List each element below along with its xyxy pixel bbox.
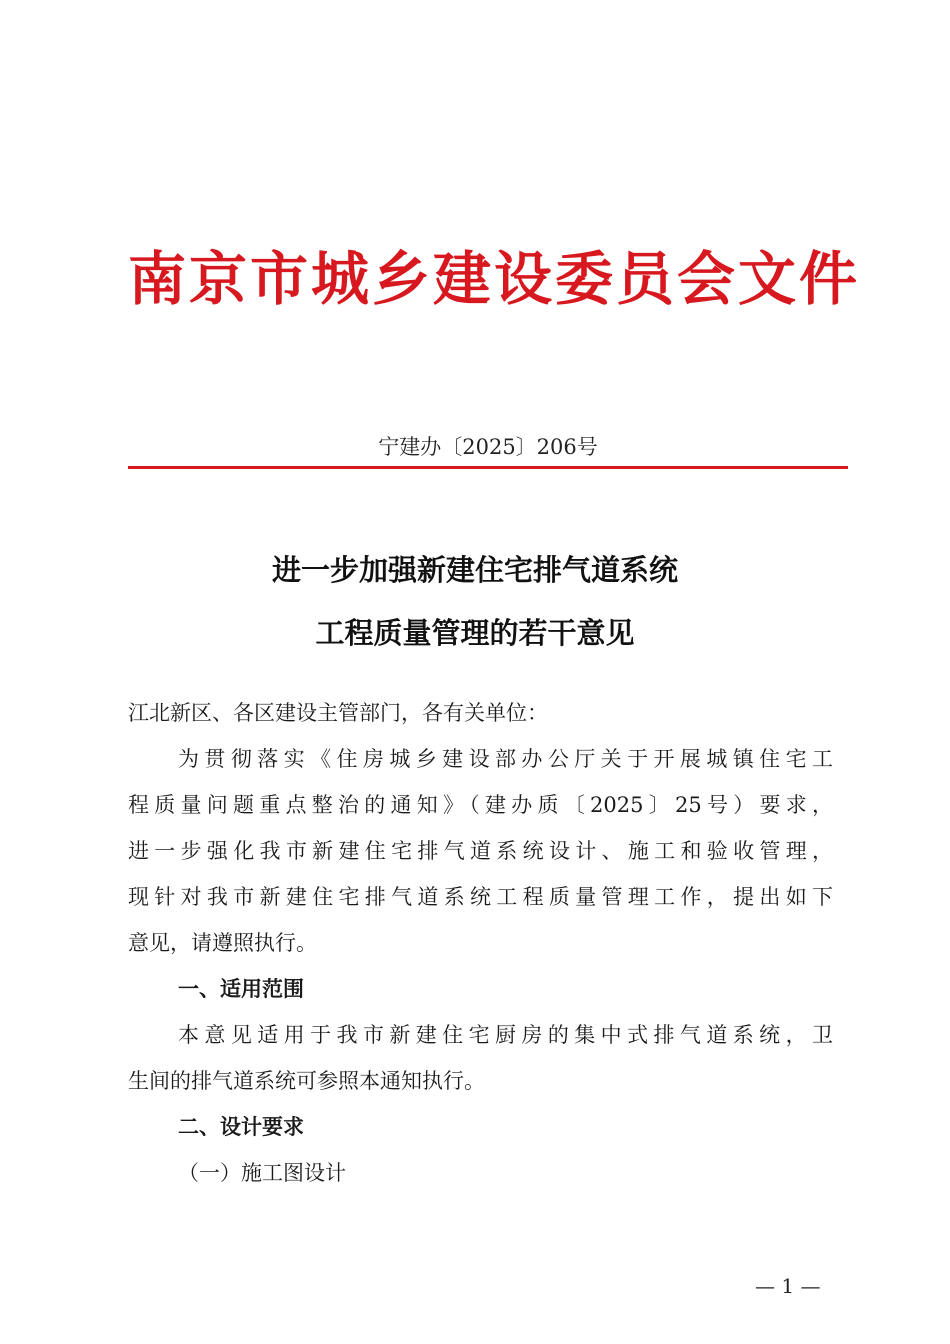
subsection-heading: （一）施工图设计: [178, 1161, 346, 1185]
section-body-line: 本意见适用于我市新建住宅厨房的集中式排气道系统，卫: [178, 1023, 833, 1047]
document-title-line-2: 工程质量管理的若干意见: [315, 616, 635, 650]
intro-line: 为贯彻落实《住房城乡建设部办公厅关于开展城镇住宅工: [178, 747, 833, 771]
intro-line: 意见，请遵照执行。: [128, 931, 317, 955]
document-number: 宁建办〔2025〕206号: [378, 435, 598, 459]
section-body-line: 生间的排气道系统可参照本通知执行。: [128, 1069, 485, 1093]
addressee: 江北新区、各区建设主管部门，各有关单位：: [128, 701, 548, 725]
section-heading-scope: 一、适用范围: [178, 977, 304, 1001]
intro-line: 进一步强化我市新建住宅排气道系统设计、施工和验收管理，: [128, 839, 833, 863]
red-divider-line: [128, 466, 848, 469]
section-heading-design: 二、设计要求: [178, 1115, 304, 1139]
agency-title: 南京市城乡建设委员会文件: [128, 245, 861, 313]
intro-line: 现针对我市新建住宅排气道系统工程质量管理工作，提出如下: [128, 885, 833, 909]
document-title-line-1: 进一步加强新建住宅排气道系统: [271, 553, 678, 587]
intro-line: 程质量问题重点整治的通知》（建办质〔2025〕25号）要求，: [128, 793, 833, 817]
page-number: — 1 —: [755, 1274, 821, 1298]
